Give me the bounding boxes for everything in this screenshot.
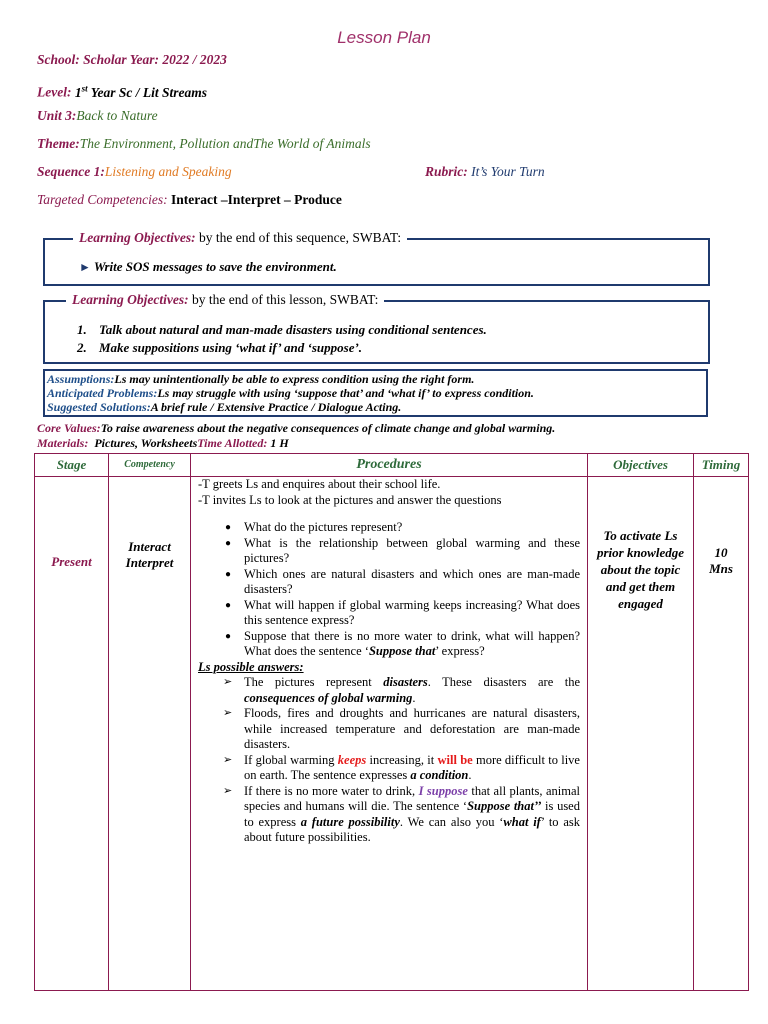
lesson-objectives-label: Learning Objectives: — [72, 292, 189, 307]
sequence-objectives-label: Learning Objectives: — [79, 230, 196, 245]
list-item: ➢ If there is no more water to drink, I suppose that all plants, animal species and humans will die. The sentence ‘Suppose that’’ is used to express a future possibility. We can also you ‘what if’ to ask about future possibilities. — [223, 783, 580, 844]
list-item: ● What do the pictures represent? — [225, 520, 403, 534]
objectives-cell: To activate Ls prior knowledge about the topic and get them engaged — [588, 477, 694, 991]
school-label: School: Scholar Year: 2022 / 2023 — [37, 52, 227, 67]
header-objectives: Objectives — [588, 454, 694, 477]
sequence-label: Sequence 1: — [37, 164, 105, 179]
core-values-label: Core Values: — [37, 421, 101, 435]
bullet-icon: ● — [225, 537, 232, 549]
lesson-objectives-text: by the end of this lesson, SWBAT: — [191, 292, 379, 307]
rubric-label: Rubric: — [425, 164, 468, 179]
list-item: ➢ If global warming keeps increasing, it will be more difficult to live on earth. The sentence expresses a condition. — [223, 752, 580, 782]
intro-line: -T greets Ls and enquires about their school life. — [198, 477, 441, 491]
list-item: ● What will happen if global warming keeps increasing? What does this sentence express? — [225, 597, 580, 627]
theme-line — [37, 135, 371, 153]
question-list — [198, 520, 580, 660]
timing-cell: 10 Mns — [694, 477, 749, 991]
sequence-objective-item — [79, 258, 337, 276]
bullet-icon: ● — [225, 630, 232, 642]
table-header-row — [35, 454, 749, 477]
lesson-objective-item: 2. Make suppositions using ‘what if’ and ‘suppose’. — [77, 340, 363, 355]
answer-list — [198, 675, 580, 846]
header-competency: Competency — [109, 454, 191, 477]
arrow-bullet-icon: ➢ — [223, 784, 233, 797]
unit-label: Unit 3: — [37, 108, 77, 123]
core-values-line — [37, 421, 555, 435]
lesson-objective-item: 1. Talk about natural and man-made disasters using conditional sentences. — [77, 322, 487, 337]
arrow-bullet-icon: ➢ — [223, 753, 233, 766]
theme-label: Theme: — [37, 136, 80, 151]
header-timing: Timing — [694, 454, 749, 477]
time-allotted-text: 1 H — [270, 436, 289, 450]
sequence-objectives-legend — [73, 229, 407, 247]
rubric-value: It’s Your Turn — [471, 164, 545, 179]
triangle-bullet-icon: ► — [79, 260, 91, 274]
sequence-objectives-text: by the end of this sequence, SWBAT: — [198, 230, 402, 245]
competencies-line — [37, 191, 342, 209]
list-item: ● Suppose that there is no more water to drink, what will happen? What does the sentence ‘Suppose that’ express? — [225, 628, 580, 658]
bullet-icon: ● — [225, 522, 232, 533]
materials-text: Pictures, Worksheets — [94, 436, 198, 450]
level-value: 1st Year Sc / Lit Streams — [74, 83, 208, 100]
procedures-cell — [191, 477, 588, 991]
competencies-label: Targeted Competencies: — [37, 192, 168, 207]
sequence-value: Listening and Speaking — [104, 164, 232, 179]
intro-line: -T invites Ls to look at the pictures and answer the questions — [198, 492, 502, 507]
materials-line — [37, 436, 289, 450]
rubric-line — [425, 163, 545, 181]
stage-cell: Present — [35, 477, 109, 991]
assumptions-box — [43, 369, 708, 417]
page-title: Lesson Plan — [337, 28, 431, 47]
list-item: ● Which ones are natural disasters and which ones are man-made disasters? — [225, 566, 580, 596]
sequence-line — [37, 163, 232, 181]
suggested-solutions-line: Suggested Solutions:A brief rule / Extensive Practice / Dialogue Acting. — [47, 400, 402, 414]
competencies-value: Interact –Interpret – Produce — [170, 192, 342, 207]
lesson-objectives-legend — [66, 291, 384, 309]
unit-value: Back to Nature — [76, 108, 158, 123]
core-values-text: To raise awareness about the negative consequences of climate change and global warming. — [100, 421, 556, 435]
arrow-bullet-icon: ➢ — [223, 707, 233, 719]
list-item: ➢ Floods, fires and droughts and hurricanes are natural disasters, while increased temperature and deforestation are man-made disasters. — [223, 706, 580, 751]
anticipated-problems-line: Anticipated Problems:Ls may struggle with using ‘suppose that’ and ‘what if’ to express condition. — [47, 386, 534, 400]
header-procedures: Procedures — [191, 454, 588, 477]
time-allotted-label: Time Allotted: — [197, 436, 268, 450]
lesson-table — [34, 453, 749, 991]
assumptions-line: Assumptions:Ls may unintentionally be able to express condition using the right form. — [47, 372, 475, 386]
table-row — [35, 477, 749, 991]
answers-title: Ls possible answers: — [198, 659, 304, 674]
bullet-icon: ● — [225, 568, 232, 580]
school-line — [37, 51, 227, 69]
list-item: ● What is the relationship between global warming and these pictures? — [225, 535, 580, 565]
sequence-objective-text: Write SOS messages to save the environment. — [93, 259, 337, 274]
competency-cell: Interact Interpret — [109, 477, 191, 991]
level-line — [37, 79, 207, 102]
bullet-icon: ● — [225, 599, 232, 611]
materials-label: Materials: — [37, 436, 89, 450]
header-stage: Stage — [35, 454, 109, 477]
unit-line — [37, 107, 158, 125]
level-label: Level: — [37, 84, 72, 100]
arrow-bullet-icon: ➢ — [223, 676, 233, 688]
theme-value: The Environment, Pollution andThe World of Animals — [79, 136, 371, 151]
list-item: ➢ The pictures represent disasters. These disasters are the consequences of global warming. — [223, 675, 581, 705]
